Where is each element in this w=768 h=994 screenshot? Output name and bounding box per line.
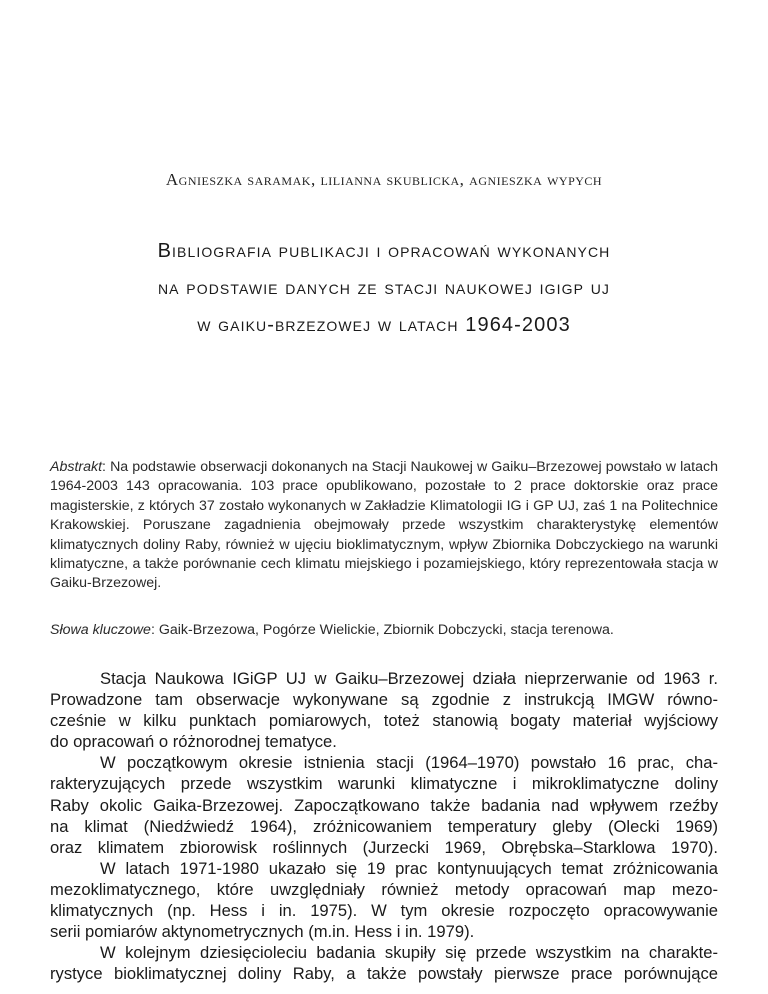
author-list: Agnieszka saramak, lilianna skublicka, agnieszka wypych bbox=[165, 170, 603, 189]
paragraph-line: cześnie w kilku punktach pomiarowych, toteż stanowią bogaty materiał wyjściowy bbox=[50, 711, 718, 731]
paragraph-line: rystyce bioklimatycznej doliny Raby, a także powstały pierwsze prace porównujące bbox=[50, 964, 718, 984]
paragraph-line: Raby okolic Gaika-Brzezowej. Zapoczątkowano także badania nad wpływem rzeźby bbox=[50, 795, 718, 815]
paragraph-line: Prowadzone tam obserwacje wykonywane są zgodnie z instrukcją IMGW równo- bbox=[50, 690, 718, 710]
paragraph-line: mezoklimatycznego, które uwzględniały również metody opracowań map mezo- bbox=[50, 879, 718, 899]
title-line: Bibliografia publikacji i opracowań wykonanych bbox=[157, 240, 611, 262]
abstract bbox=[50, 458, 718, 594]
keywords-label: Słowa kluczowe bbox=[50, 622, 151, 638]
keywords-text: : Gaik-Brzezowa, Pogórze Wielickie, Zbiornik Dobczycki, stacja terenowa. bbox=[150, 622, 614, 638]
paragraph-line: W latach 1971-1980 ukazało się 19 prac kontynuujących temat zróżnicowania bbox=[100, 858, 718, 878]
paragraph-line: do opracowań o różnorodnej tematyce. bbox=[50, 732, 337, 752]
body-text bbox=[50, 668, 718, 984]
paragraph-line: na klimat (Niedźwiedź 1964), zróżnicowaniem temperatury gleby (Olecki 1969) bbox=[50, 816, 718, 836]
paragraph-line: Stacja Naukowa IGiGP UJ w Gaiku–Brzezowej działa nieprzerwanie od 1963 r. bbox=[100, 669, 718, 688]
abstract-label: Abstrakt bbox=[50, 459, 103, 475]
paragraph-line: W kolejnym dziesięcioleciu badania skupiły się przede wszystkim na charakte- bbox=[100, 943, 718, 963]
title-line: na podstawie danych ze stacji naukowej igigp uj bbox=[157, 277, 611, 299]
title-line: w gaiku-brzezowej w latach 1964-2003 bbox=[197, 314, 571, 336]
paragraph-line: serii pomiarów aktynometrycznych (m.in. Hess i in. 1979). bbox=[50, 922, 475, 942]
paragraph-line: klimatycznych (np. Hess i in. 1975). W tym okresie rozpoczęto opracowywanie bbox=[50, 901, 718, 921]
article-title bbox=[0, 233, 768, 344]
paragraph-line: W początkowym okresie istnienia stacji (1964–1970) powstało 16 prac, cha- bbox=[100, 753, 718, 773]
paragraph-line: oraz klimatem zbiorowisk roślinnych (Jurzecki 1969, Obrębska–Starklowa 1970). bbox=[50, 837, 718, 857]
keywords bbox=[50, 621, 718, 640]
paragraph-line: rakteryzujących przede wszystkim warunki klimatyczne i mikroklimatyczne doliny bbox=[50, 774, 718, 794]
abstract-text: : Na podstawie obserwacji dokonanych na Stacji Naukowej w Gaiku–Brzezowej powstało w latach 1964-2003 143 opracowania. 103 prace opublikowano, pozostałe to 2 prace doktorskie oraz prace magisterskie, z których 37 zostało wykonanych w Zakładzie Klimatologii IG i GP UJ, zaś 1 na Politechnice Krakowskiej. Poruszane zagadnienia obejmowały przede wszystkim charakterystykę elementów klimatycznych doliny Raby, również w ujęciu bioklimatycznym, wpływ Zbiornika Dobczyckiego na warunki klimatyczne, a także porównanie cech klimatu miejskiego i pozamiejskiego, który reprezentowała stacja w Gaiku-Brzezowej. bbox=[50, 459, 718, 592]
